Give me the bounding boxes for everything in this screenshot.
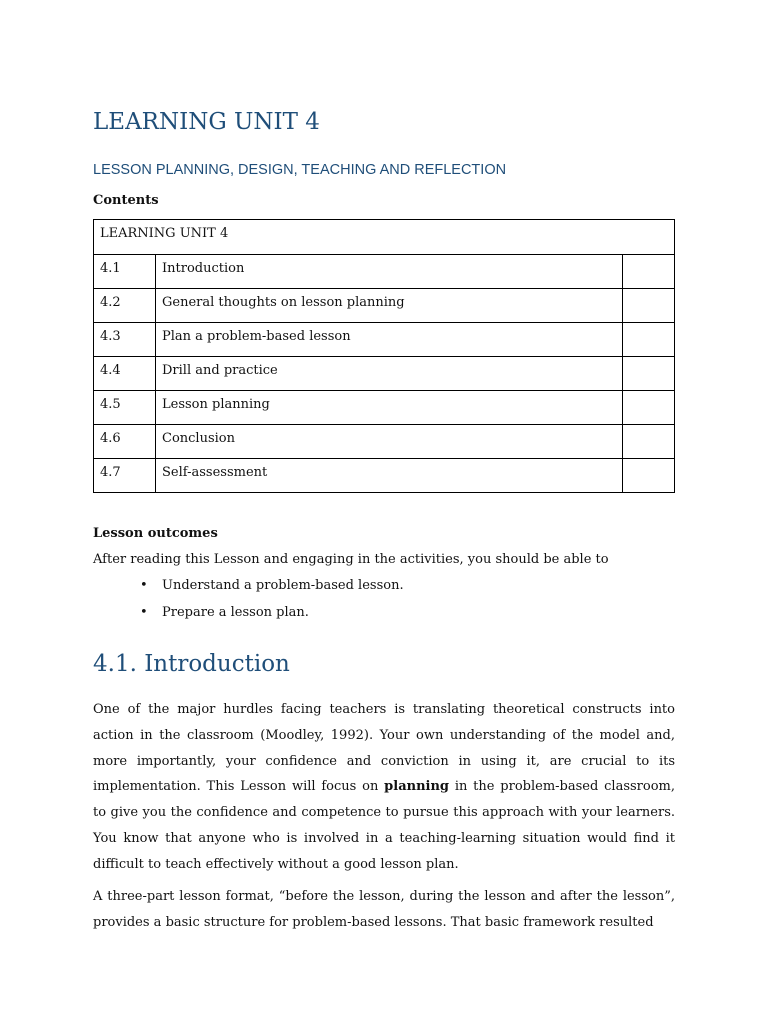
lesson-outcomes-label: Lesson outcomes [93, 526, 218, 541]
contents-label: Contents [93, 193, 159, 208]
bullet-icon: • [140, 578, 148, 593]
table-row [94, 425, 675, 459]
toc-title: Introduction [156, 255, 623, 289]
table-row [94, 459, 675, 493]
paragraph-bold-text: planning [384, 779, 450, 795]
introduction-paragraph-1 [93, 697, 675, 878]
table-row [94, 391, 675, 425]
list-item [93, 605, 404, 632]
outcomes-list [93, 578, 404, 632]
unit-subtitle: LESSON PLANNING, DESIGN, TEACHING AND REFLECTION [93, 162, 507, 178]
toc-page [623, 459, 675, 493]
toc-title: Lesson planning [156, 391, 623, 425]
toc-number: 4.4 [94, 357, 156, 391]
introduction-paragraph-2: A three-part lesson format, “before the lesson, during the lesson and after the lesson”, provides a basic structure for problem-based lessons. That basic framework resulted [93, 889, 675, 930]
contents-table [93, 219, 675, 493]
toc-number: 4.3 [94, 323, 156, 357]
toc-page [623, 289, 675, 323]
toc-number: 4.6 [94, 425, 156, 459]
unit-title: LEARNING UNIT 4 [93, 109, 320, 135]
toc-number: 4.2 [94, 289, 156, 323]
list-item [93, 578, 404, 605]
bullet-icon: • [140, 605, 148, 620]
toc-title: Plan a problem-based lesson [156, 323, 623, 357]
toc-page [623, 391, 675, 425]
toc-number: 4.5 [94, 391, 156, 425]
toc-page [623, 425, 675, 459]
toc-title: General thoughts on lesson planning [156, 289, 623, 323]
toc-title: Conclusion [156, 425, 623, 459]
toc-title: Self-assessment [156, 459, 623, 493]
toc-page [623, 323, 675, 357]
paragraph-text: in the problem-based classroom, to give you the confidence and competence to pursue this approach with your learners. You know that anyone who is involved in a teaching-learning situation would find it difficult to teach effectively without a good lesson plan. [93, 779, 675, 872]
contents-table-heading: LEARNING UNIT 4 [94, 220, 675, 255]
toc-page [623, 255, 675, 289]
lesson-outcomes-intro: After reading this Lesson and engaging in the activities, you should be able to [93, 552, 609, 567]
toc-title: Drill and practice [156, 357, 623, 391]
table-row [94, 289, 675, 323]
table-row [94, 255, 675, 289]
toc-number: 4.7 [94, 459, 156, 493]
table-row [94, 323, 675, 357]
list-item-text: Understand a problem-based lesson. [162, 578, 404, 593]
list-item-text: Prepare a lesson plan. [162, 605, 309, 620]
table-row [94, 357, 675, 391]
contents-table-header-row [94, 220, 675, 255]
paragraph-text: One of the major hurdles facing teachers is translating theoretical constructs into action in the classroom (Moodley, 1992). Your own understanding of the model and, more importantly, your confidence and conviction in using it, are crucial to its implementation. This Lesson will focus on [93, 702, 675, 795]
toc-page [623, 357, 675, 391]
section-heading-introduction: 4.1. Introduction [93, 651, 290, 677]
toc-number: 4.1 [94, 255, 156, 289]
